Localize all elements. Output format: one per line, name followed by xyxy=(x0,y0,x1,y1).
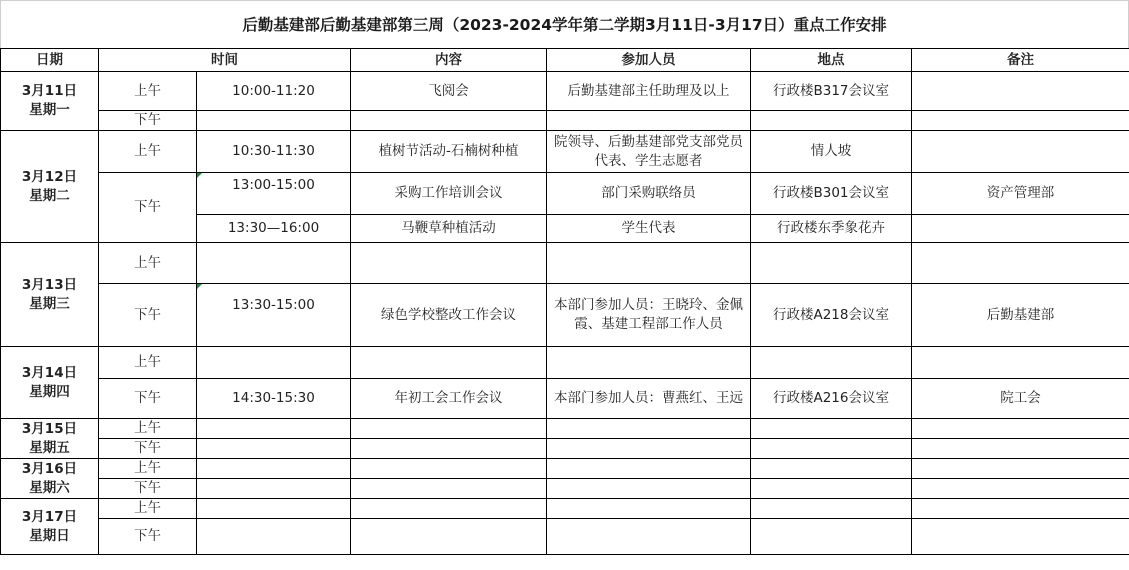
date-cell xyxy=(1,459,99,499)
period-cell: 上午 xyxy=(99,347,197,379)
time-cell xyxy=(197,459,351,479)
period-cell: 上午 xyxy=(99,243,197,284)
notes-cell: 资产管理部 xyxy=(912,173,1129,215)
notes-cell xyxy=(912,479,1129,499)
weekday-label: 星期三 xyxy=(29,295,70,312)
time-cell: 14:30-15:30 xyxy=(197,379,351,419)
content-cell: 采购工作培训会议 xyxy=(351,173,547,215)
schedule-table xyxy=(0,48,1129,555)
people-cell xyxy=(547,519,751,555)
date-cell xyxy=(1,347,99,419)
location-cell xyxy=(751,499,912,519)
people-cell xyxy=(547,419,751,439)
notes-cell xyxy=(912,419,1129,439)
table-row xyxy=(1,131,1129,173)
notes-cell xyxy=(912,347,1129,379)
location-cell: 行政楼B301会议室 xyxy=(751,173,912,215)
weekday-label: 星期四 xyxy=(29,383,70,400)
content-cell xyxy=(351,419,547,439)
header-notes: 备注 xyxy=(912,49,1129,72)
table-row xyxy=(1,499,1129,519)
location-cell: 行政楼A218会议室 xyxy=(751,284,912,347)
notes-cell xyxy=(912,111,1129,131)
people-cell xyxy=(547,243,751,284)
period-cell: 下午 xyxy=(99,284,197,347)
time-cell: 13:00-15:00 xyxy=(197,173,351,215)
date-cell xyxy=(1,72,99,131)
content-cell xyxy=(351,243,547,284)
table-row xyxy=(1,419,1129,439)
notes-cell xyxy=(912,519,1129,555)
weekday-label: 星期六 xyxy=(29,479,70,496)
content-cell xyxy=(351,347,547,379)
people-cell: 后勤基建部主任助理及以上 xyxy=(547,72,751,111)
content-cell xyxy=(351,459,547,479)
content-cell xyxy=(351,111,547,131)
people-cell xyxy=(547,347,751,379)
time-cell xyxy=(197,243,351,284)
people-cell: 学生代表 xyxy=(547,215,751,243)
date-label: 3月15日 xyxy=(21,420,78,437)
notes-cell xyxy=(912,499,1129,519)
table-row xyxy=(1,284,1129,347)
time-cell xyxy=(197,419,351,439)
time-cell: 10:30-11:30 xyxy=(197,131,351,173)
notes-cell xyxy=(912,131,1129,173)
period-cell: 上午 xyxy=(99,499,197,519)
table-row xyxy=(1,243,1129,284)
location-cell xyxy=(751,479,912,499)
location-cell xyxy=(751,347,912,379)
notes-cell xyxy=(912,215,1129,243)
people-cell xyxy=(547,459,751,479)
period-cell: 下午 xyxy=(99,111,197,131)
people-cell xyxy=(547,111,751,131)
header-date: 日期 xyxy=(1,49,99,72)
location-cell: 行政楼东季象花卉 xyxy=(751,215,912,243)
time-cell: 13:30—16:00 xyxy=(197,215,351,243)
time-cell: 13:30-15:00 xyxy=(197,284,351,347)
header-content: 内容 xyxy=(351,49,547,72)
header-location: 地点 xyxy=(751,49,912,72)
table-row xyxy=(1,111,1129,131)
location-cell: 行政楼B317会议室 xyxy=(751,72,912,111)
content-cell xyxy=(351,499,547,519)
people-cell xyxy=(547,499,751,519)
notes-cell xyxy=(912,72,1129,111)
time-cell xyxy=(197,499,351,519)
table-row xyxy=(1,439,1129,459)
period-cell: 上午 xyxy=(99,131,197,173)
date-label: 3月16日 xyxy=(21,460,78,477)
table-row xyxy=(1,173,1129,215)
date-cell xyxy=(1,131,99,243)
people-cell xyxy=(547,439,751,459)
notes-cell xyxy=(912,459,1129,479)
table-row xyxy=(1,379,1129,419)
content-cell: 飞阅会 xyxy=(351,72,547,111)
content-cell: 年初工会工作会议 xyxy=(351,379,547,419)
period-cell: 下午 xyxy=(99,173,197,243)
table-row xyxy=(1,347,1129,379)
period-cell: 上午 xyxy=(99,72,197,111)
date-cell xyxy=(1,243,99,347)
location-cell xyxy=(751,519,912,555)
period-cell: 下午 xyxy=(99,379,197,419)
period-cell: 下午 xyxy=(99,519,197,555)
content-cell xyxy=(351,519,547,555)
period-cell: 上午 xyxy=(99,459,197,479)
weekday-label: 星期日 xyxy=(29,527,70,544)
people-cell: 本部门参加人员：王晓玲、金佩霞、基建工程部工作人员 xyxy=(547,284,751,347)
content-cell: 马鞭草种植活动 xyxy=(351,215,547,243)
weekday-label: 星期二 xyxy=(29,187,70,204)
table-row xyxy=(1,459,1129,479)
table-row xyxy=(1,72,1129,111)
notes-cell xyxy=(912,439,1129,459)
table-row xyxy=(1,479,1129,499)
period-cell: 下午 xyxy=(99,439,197,459)
date-cell xyxy=(1,499,99,555)
people-cell xyxy=(547,479,751,499)
time-cell xyxy=(197,439,351,459)
header-row xyxy=(1,49,1129,72)
page-title: 后勤基建部后勤基建部第三周（2023-2024学年第二学期3月11日-3月17日）重点工作安排 xyxy=(0,0,1129,48)
time-cell xyxy=(197,347,351,379)
time-cell: 10:00-11:20 xyxy=(197,72,351,111)
time-cell xyxy=(197,479,351,499)
date-cell xyxy=(1,419,99,459)
content-cell: 植树节活动-石楠树种植 xyxy=(351,131,547,173)
date-label: 3月11日 xyxy=(21,83,78,99)
location-cell xyxy=(751,243,912,284)
notes-cell xyxy=(912,243,1129,284)
people-cell: 本部门参加人员：曹燕红、王远 xyxy=(547,379,751,419)
location-cell: 行政楼A216会议室 xyxy=(751,379,912,419)
people-cell: 院领导、后勤基建部党支部党员代表、学生志愿者 xyxy=(547,131,751,173)
period-cell: 下午 xyxy=(99,479,197,499)
date-label: 3月17日 xyxy=(21,508,78,525)
people-cell: 部门采购联络员 xyxy=(547,173,751,215)
weekday-label: 星期一 xyxy=(29,102,70,118)
location-cell xyxy=(751,419,912,439)
content-cell xyxy=(351,479,547,499)
date-label: 3月13日 xyxy=(21,276,78,293)
content-cell: 绿色学校整改工作会议 xyxy=(351,284,547,347)
date-label: 3月14日 xyxy=(21,364,78,381)
weekday-label: 星期五 xyxy=(29,439,70,456)
notes-cell: 院工会 xyxy=(912,379,1129,419)
period-cell: 上午 xyxy=(99,419,197,439)
content-cell xyxy=(351,439,547,459)
time-cell xyxy=(197,519,351,555)
table-row xyxy=(1,519,1129,555)
header-people: 参加人员 xyxy=(547,49,751,72)
location-cell xyxy=(751,439,912,459)
time-cell xyxy=(197,111,351,131)
header-time: 时间 xyxy=(99,49,351,72)
location-cell xyxy=(751,111,912,131)
notes-cell: 后勤基建部 xyxy=(912,284,1129,347)
date-label: 3月12日 xyxy=(21,168,78,185)
location-cell xyxy=(751,459,912,479)
location-cell: 情人坡 xyxy=(751,131,912,173)
